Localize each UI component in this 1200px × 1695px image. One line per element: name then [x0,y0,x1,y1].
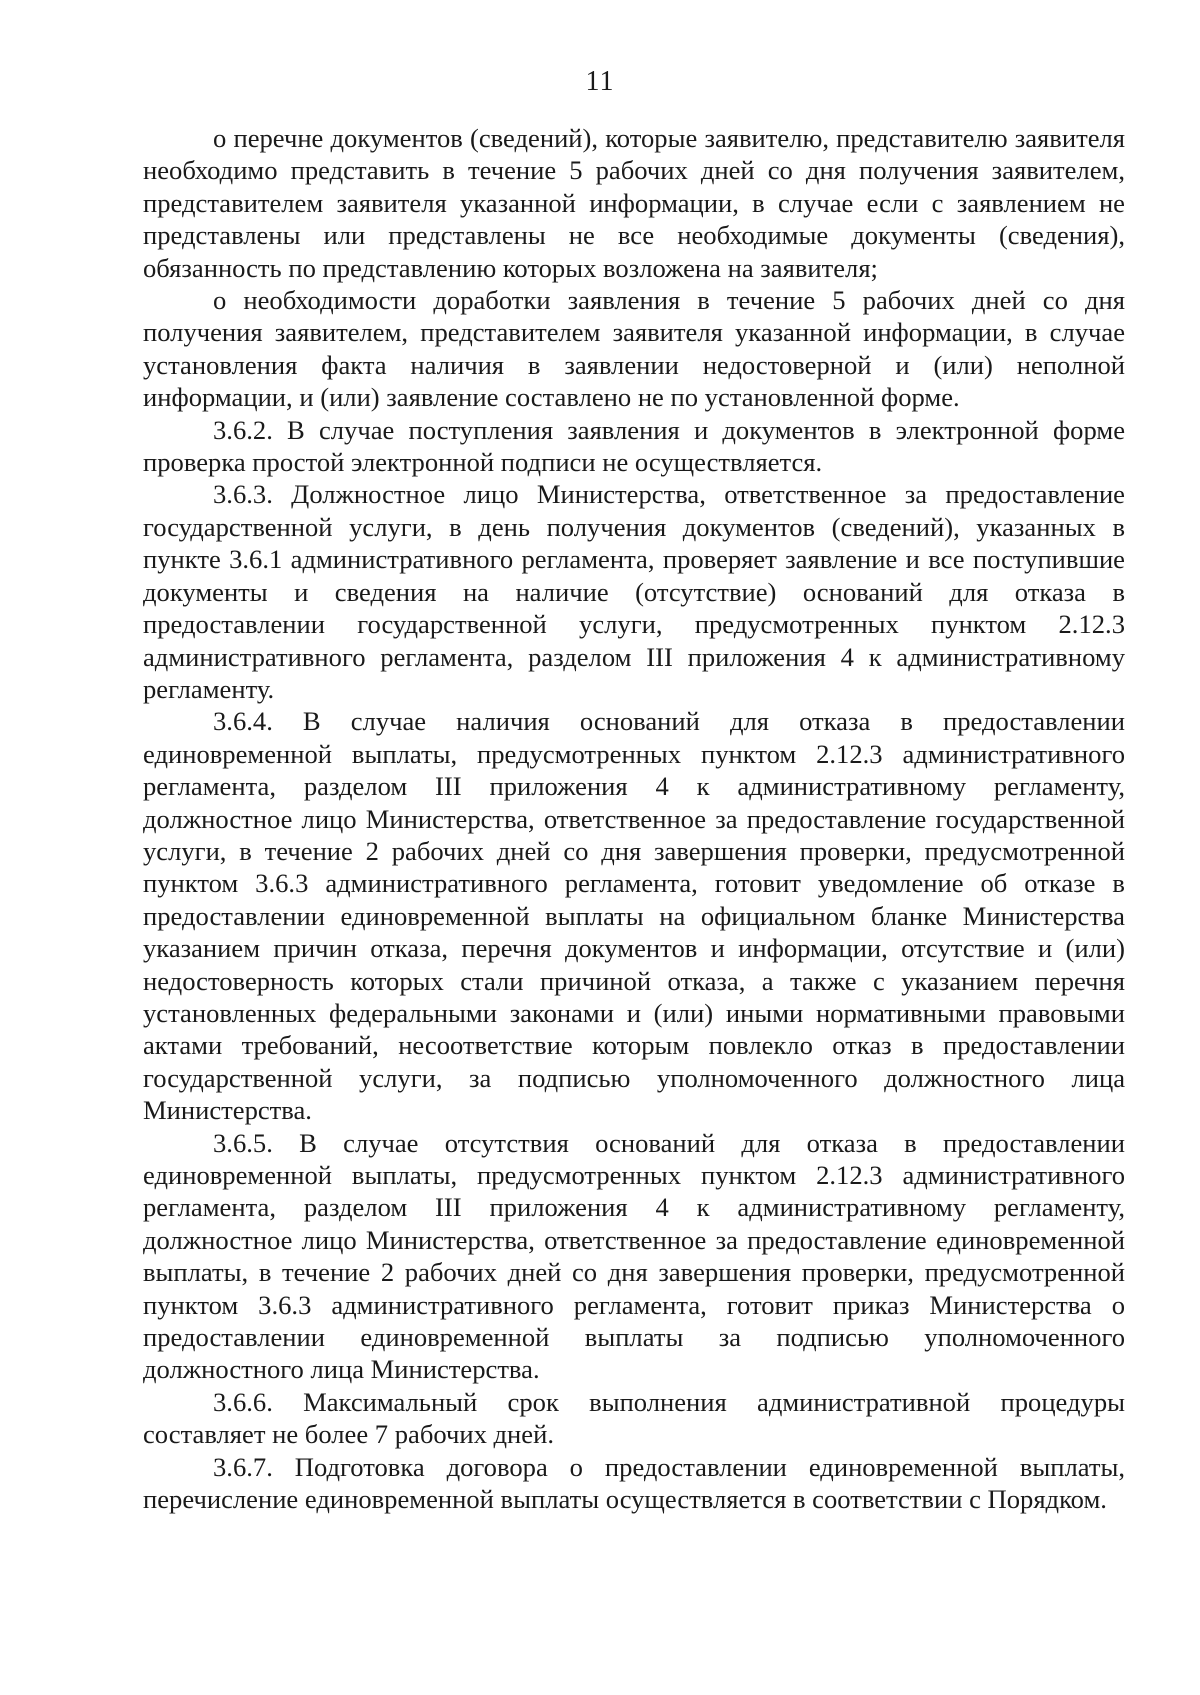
paragraph-3-6-2: 3.6.2. В случае поступления заявления и документов в электронной форме проверка простой электронной подписи не осуществляется. [143,414,1125,478]
paragraph-3-6-7: 3.6.7. Подготовка договора о предоставлении единовременной выплаты, перечисление единовременной выплаты осуществляется в соответствии с Порядком. [143,1451,1125,1515]
page-number: 11 [585,66,615,97]
document-body [143,122,1125,1515]
paragraph-list-item-documents: о перечне документов (сведений), которые заявителю, представителю заявителя необходимо представить в течение 5 рабочих дней со дня получения заявителем, представителем заявителя указанной информации, в случае если с заявлением не представлены или представлены не все необходимые документы (сведения), обязанность по представлению которых возложена на заявителя; [143,123,1125,283]
paragraph-3-6-6: 3.6.6. Максимальный срок выполнения административной процедуры составляет не более 7 рабочих дней. [143,1386,1125,1450]
paragraph-3-6-5: 3.6.5. В случае отсутствия оснований для отказа в предоставлении единовременной выплаты, предусмотренных пунктом 2.12.3 административного регламента, разделом III приложения 4 к административному регламенту, должностное лицо Министерства, ответственное за предоставление единовременной выплаты, в течение 2 рабочих дней со дня завершения проверки, предусмотренной пунктом 3.6.3 административного регламента, готовит приказ Министерства о предоставлении единовременной выплаты за подписью уполномоченного должностного лица Министерства. [143,1127,1125,1385]
paragraph-3-6-4: 3.6.4. В случае наличия оснований для отказа в предоставлении единовременной выплаты, предусмотренных пунктом 2.12.3 административного регламента, разделом III приложения 4 к административному регламенту, должностное лицо Министерства, ответственное за предоставление государственной услуги, в течение 2 рабочих дней со дня завершения проверки, предусмотренной пунктом 3.6.3 административного регламента, готовит уведомление об отказе в предоставлении единовременной выплаты на официальном бланке Министерства указанием причин отказа, перечня документов и информации, отсутствие и (или) недостоверность которых стали причиной отказа, а также с указанием перечня установленных федеральными законами и (или) иными нормативными правовыми актами требований, несоответствие которым повлекло отказ в предоставлении государственной услуги, за подписью уполномоченного должностного лица Министерства. [143,706,1125,1126]
paragraph-list-item-revision: о необходимости доработки заявления в течение 5 рабочих дней со дня получения заявителем, представителем заявителя указанной информации, в случае установления факта наличия в заявлении недостоверной и (или) неполной информации, и (или) заявление составлено не по установленной форме. [143,285,1125,413]
paragraph-3-6-3: 3.6.3. Должностное лицо Министерства, ответственное за предоставление государственной услуги, в день получения документов (сведений), указанных в пункте 3.6.1 административного регламента, проверяет заявление и все поступившие документы и сведения на наличие (отсутствие) оснований для отказа в предоставлении государственной услуги, предусмотренных пунктом 2.12.3 административного регламента, разделом III приложения 4 к административному регламенту. [143,479,1125,704]
